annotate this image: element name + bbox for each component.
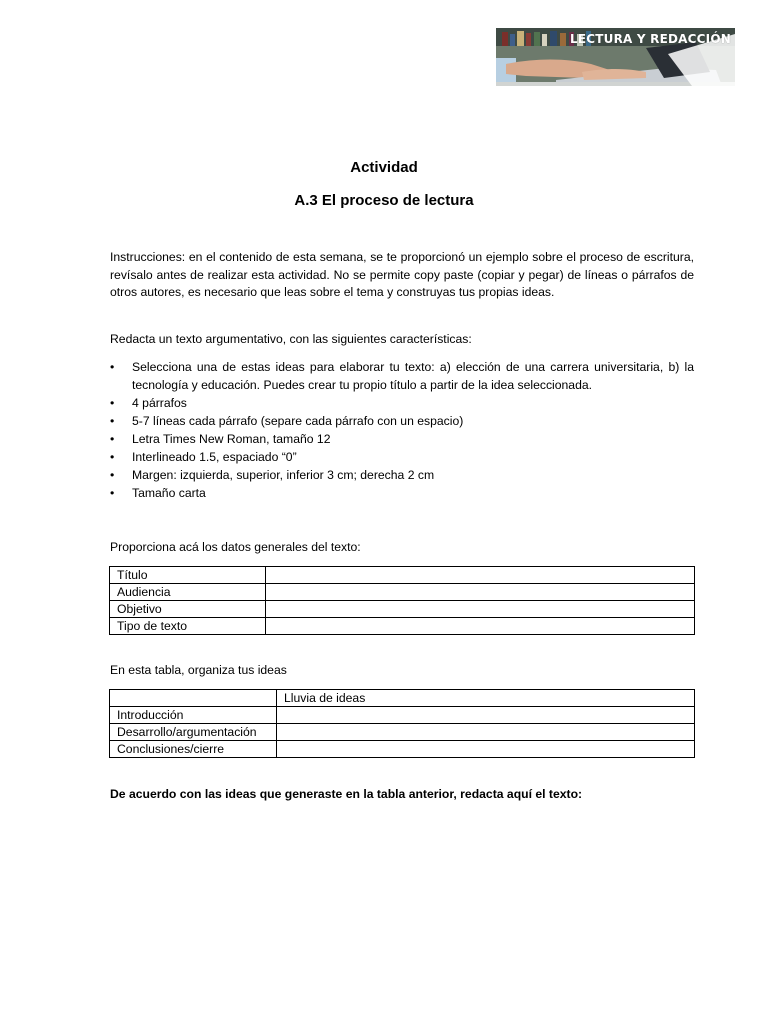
table-cell-input[interactable] [266,601,695,618]
table-cell-input[interactable] [266,567,695,584]
bullet-icon: • [110,396,115,410]
bullet-icon: • [110,432,115,446]
table-cell-input[interactable] [277,724,695,741]
course-label: LECTURA Y REDACCIÓN [570,32,731,46]
list-item: • Selecciona una de estas ideas para elaborar tu texto: a) elección de una carrera universitaria, b) la tecnología y educación. Puedes crear tu propio título a partir de la idea seleccionada. [110,360,694,392]
table-corner-cell [110,690,277,707]
list-item: • Tamaño carta [110,486,206,500]
list-item: • Margen: izquierda, superior, inferior 3 cm; derecha 2 cm [110,468,435,482]
table-row [110,584,695,601]
table-cell-input[interactable] [266,584,695,601]
table-cell-input[interactable] [277,741,695,758]
table-cell-input[interactable] [266,618,695,635]
row-label: Desarrollo/argumentación [110,724,277,741]
table-row [110,741,695,758]
row-label: Tipo de texto [110,618,266,635]
requirements-list [110,358,694,502]
intro-paragraph: Redacta un texto argumentativo, con las siguientes características: [110,332,472,346]
bullet-icon: • [110,360,115,374]
row-label: Título [110,567,266,584]
bullet-icon: • [110,468,115,482]
table-row [110,567,695,584]
bullet-icon: • [110,414,115,428]
ideas-table [109,689,695,758]
list-item: • 5-7 líneas cada párrafo (separe cada párrafo con un espacio) [110,414,464,428]
page-subtitle: A.3 El proceso de lectura [294,192,474,209]
table-row [110,690,695,707]
list-item: • Interlineado 1.5, espaciado “0” [110,450,297,464]
bullet-icon: • [110,450,115,464]
row-label: Introducción [110,707,277,724]
ideas-table-prompt: En esta tabla, organiza tus ideas [110,663,287,677]
list-item: • Letra Times New Roman, tamaño 12 [110,432,331,446]
bullet-icon: • [110,486,115,500]
instructions-paragraph: Instrucciones: en el contenido de esta semana, se te proporcionó un ejemplo sobre el proceso de escritura, revísalo antes de realizar esta actividad. No se permite copy paste (copiar y pegar) de líneas o párrafos de otros autores, es necesario que leas sobre el tema y construyas tus propias ideas. [110,250,694,300]
table-cell-input[interactable] [277,707,695,724]
data-table-prompt: Proporciona acá los datos generales del texto: [110,540,361,554]
page-title: Actividad [350,159,418,176]
general-data-table [109,566,695,635]
final-prompt: De acuerdo con las ideas que generaste en la tabla anterior, redacta aquí el texto: [110,787,583,801]
column-header: Lluvia de ideas [277,690,695,707]
row-label: Audiencia [110,584,266,601]
table-row [110,707,695,724]
row-label: Conclusiones/cierre [110,741,277,758]
table-row [110,724,695,741]
table-row [110,618,695,635]
row-label: Objetivo [110,601,266,618]
table-row [110,601,695,618]
list-item: • 4 párrafos [110,396,187,410]
header-banner [496,28,735,86]
